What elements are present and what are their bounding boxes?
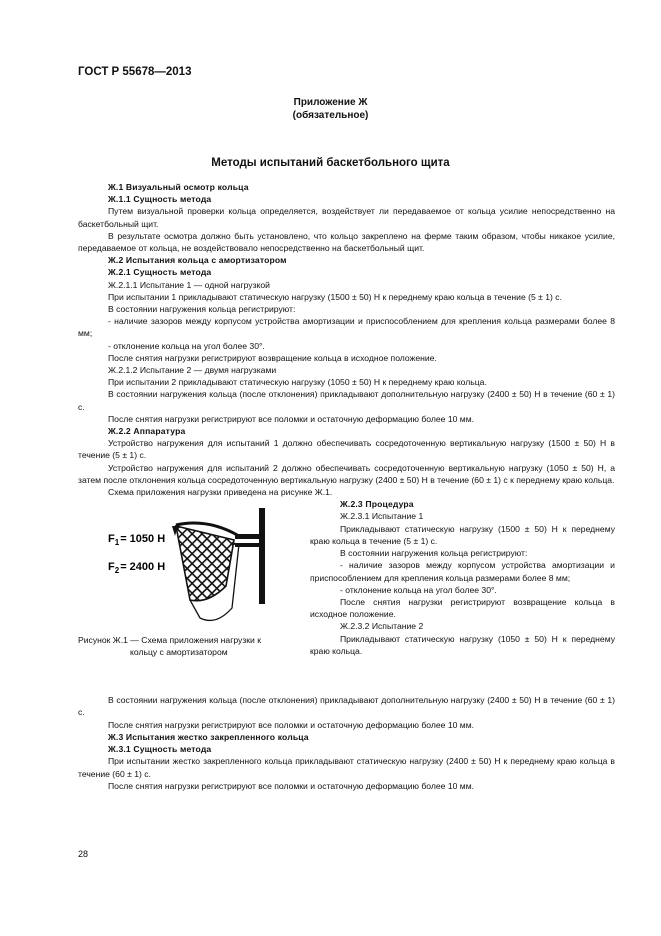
load-f2-label: $F_2= 2400$ Н (108, 561, 166, 576)
section-heading: Ж.1.1 Сущность метода (108, 194, 212, 205)
figure-section (78, 498, 615, 694)
figure-caption-line2: кольцу с амортизатором (130, 647, 228, 658)
paragraph: При испытании 2 прикладывают статическую нагрузку (1050 ± 50) Н к переднему краю кольца. (108, 377, 487, 388)
section-after-figure (78, 694, 615, 792)
figure-caption-line1: Рисунок Ж.1 — Схема приложения нагрузки к (78, 635, 261, 646)
paragraph: Путем визуальной проверки кольца определяется, воздействует ли передаваемое от кольца усилие непосредственно на баскетбольный щит. (78, 206, 615, 229)
paragraph: Прикладывают статическую нагрузку (1050 ± 50) Н к переднему краю кольца. (310, 633, 615, 656)
paragraph: Ж.2.1.1 Испытание 1 — одной нагрузкой (108, 279, 270, 290)
paragraph: При испытании жестко закрепленного кольца прикладывают статическую нагрузку (2400 ± 50) Н к переднему краю кольца в течение (60 ± 1) с. (78, 756, 615, 779)
section-heading: Ж.2.3 Процедура (340, 499, 414, 510)
paragraph: После снятия нагрузки регистрируют все поломки и остаточную деформацию более 10 мм. (108, 719, 474, 730)
paragraph: В результате осмотра должно быть установлено, что кольцо закреплено на ферме таким образом, чтобы никакое усилие, передаваемое от кольца, не воздействовало непосредственно на баскетбольный щит. (78, 230, 615, 254)
paragraph: В состоянии нагружения кольца (после отклонения) прикладывают дополнительную нагрузку (2400 ± 50) Н в течение (60 ± 1) с. (78, 389, 615, 412)
section-heading: Ж.2.1 Сущность метода (108, 267, 212, 278)
paragraph: После снятия нагрузки регистрируют возвращение кольца в исходное положение. (108, 352, 437, 363)
paragraph: Устройство нагружения для испытаний 2 должно обеспечивать сосредоточенную вертикальную нагрузку (1050 ± 50) Н, а затем после отклонения кольца сосредоточенную вертикальную нагрузку (2400 ± 50) Н в течение (60 ± 1) с к переднему краю кольца. (78, 462, 615, 485)
section-heading: Ж.3 Испытания жестко закрепленного кольца (108, 731, 309, 742)
hoop-net (176, 526, 234, 601)
figure-column (78, 498, 304, 694)
paragraph: - отклонение кольца на угол более 30°. (108, 340, 265, 351)
paragraph: - отклонение кольца на угол более 30°. (340, 584, 497, 595)
paragraph: - наличие зазоров между корпусом устройства амортизации и приспособлением для крепления кольца размерами более 8 мм; (78, 316, 615, 339)
paragraph: После снятия нагрузки регистрируют возвращение кольца в исходное положение. (310, 596, 615, 620)
standard-header: ГОСТ Р 55678—2013 (78, 66, 192, 78)
paragraph: Ж.2.3.2 Испытание 2 (340, 621, 424, 632)
load-f1-label: $F_1= 1050$ Н (108, 533, 166, 548)
paragraph: Схема приложения нагрузки приведена на рисунке Ж.1. (108, 487, 333, 498)
paragraph: После снятия нагрузки регистрируют все поломки и остаточную деформацию более 10 мм. (108, 780, 474, 791)
section-heading: Ж.2.2 Аппаратура (108, 426, 186, 437)
paragraph: - наличие зазоров между корпусом устройства амортизации и приспособлением для крепления кольца размерами более 8 мм; (310, 560, 615, 583)
paragraph: В состоянии нагружения кольца регистрируют: (340, 548, 528, 559)
section-heading: Ж.1 Визуальный осмотр кольца (108, 182, 249, 192)
section-before-figure (78, 181, 615, 498)
annex-status: (обязательное) (292, 110, 369, 121)
paragraph: После снятия нагрузки регистрируют все поломки и остаточную деформацию более 10 мм. (108, 413, 474, 424)
paragraph: Ж.2.3.1 Испытание 1 (340, 511, 424, 522)
annex-label: Приложение Ж (293, 97, 368, 108)
paragraph: Устройство нагружения для испытаний 1 должно обеспечивать сосредоточенную вертикальную нагрузку (1500 ± 50) Н в течение (5 ± 1) с. (78, 438, 615, 461)
paragraph: Прикладывают статическую нагрузку (1500 ± 50) Н к переднему краю кольца в течение (5 ± 1) с. (310, 523, 615, 546)
paragraph: В состоянии нагружения кольца регистрируют: (108, 304, 296, 315)
section-heading: Ж.3.1 Сущность метода (108, 744, 212, 755)
annex-title: Методы испытаний баскетбольного щита (211, 157, 450, 169)
procedure-column (310, 498, 615, 657)
backboard-post (259, 508, 265, 604)
paragraph: Ж.2.1.2 Испытание 2 — двумя нагрузками (108, 365, 277, 376)
paragraph: При испытании 1 прикладывают статическую нагрузку (1500 ± 50) Н к переднему краю кольца в течение (5 ± 1) с. (108, 291, 562, 302)
figure-caption (78, 634, 304, 658)
page-number: 28 (78, 849, 89, 859)
section-heading: Ж.2 Испытания кольца с амортизатором (108, 255, 287, 266)
hoop-load-diagram (108, 508, 283, 636)
document-body (78, 181, 615, 792)
paragraph: В состоянии нагружения кольца (после отклонения) прикладывают дополнительную нагрузку (2400 ± 50) Н в течение (60 ± 1) с. (78, 695, 615, 718)
